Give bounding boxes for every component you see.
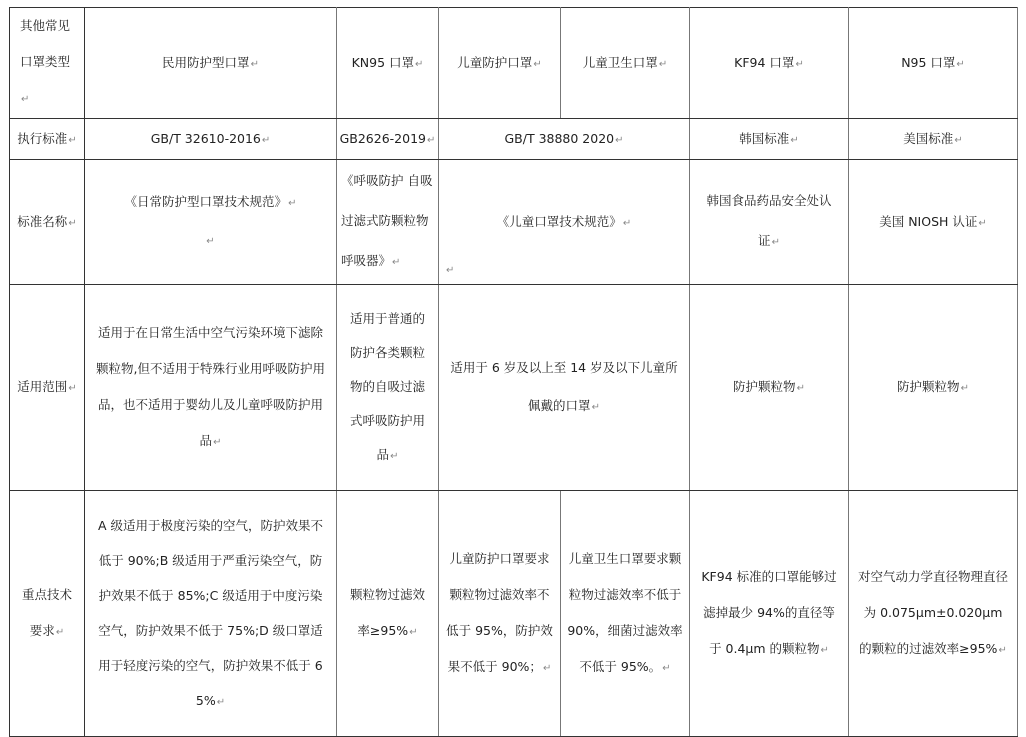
row-standard-name-label [10,160,85,285]
paragraph-mark-icon: ↵ [658,58,668,70]
cell-text: 《呼吸防护 自吸过滤式防颗粒物呼吸器》 [341,173,433,268]
row-scope [10,285,1018,491]
key-req-kf94 [690,491,849,737]
standard-n95 [849,119,1018,160]
paragraph-mark-icon: ↵ [55,626,65,638]
paragraph-mark-icon: ↵ [261,134,271,146]
header-civil [85,8,337,119]
paragraph-mark-icon: ↵ [591,401,600,413]
cell-text: GB/T 38880 2020 [504,130,615,146]
paragraph-mark-icon: ↵ [390,450,399,462]
paragraph-mark-icon: ↵ [960,383,969,394]
standard-name-children [439,160,690,285]
key-req-child-hygiene [561,491,690,737]
header-child-protective [439,8,561,119]
paragraph-mark-icon: ↵ [68,134,77,146]
cell-text: 防护颗粒物 [897,379,960,394]
paragraph-mark-icon: ↵ [795,58,804,70]
cell-text: 适用于普通的防护各类颗粒物的自吸过滤式呼吸防护用品 [349,310,425,462]
paragraph-mark-icon: ↵ [954,134,963,146]
cell-text: A 级适用于极度污染的空气，防护效果不低于 90%;B 级适用于严重污染空气，防护效果不低于 85%;C 级适用于中度污染空气，防护效果不低于 75%;D 级口罩适用于轻度污染的空气，防护效果不低于 65% [97,517,324,708]
paragraph-mark-icon: ↵ [446,265,455,276]
paragraph-mark-icon: ↵ [288,198,297,209]
paragraph-mark-icon: ↵ [542,662,552,674]
header-n95 [849,8,1018,119]
standard-civil [85,119,337,160]
mask-standards-table [9,7,1018,737]
cell-text: 适用于在日常生活中空气污染环境下滤除颗粒物,但不适用于特殊行业用呼吸防护用品，也不适用于婴幼儿及儿童呼吸防护用品 [96,324,325,448]
row-key-requirements [10,491,1018,737]
paragraph-mark-icon: ↵ [415,58,424,70]
cell-text: 适用于 6 岁及以上至 14 岁及以下儿童所佩戴的口罩 [450,359,678,413]
header-kn95-text: KN95 口罩 [351,54,415,70]
header-stub-cell [10,8,85,119]
paragraph-mark-icon: ↵ [409,626,418,638]
cell-text: KF94 标准的口罩能够过滤掉最少 94%的直径等于 0.4μm 的颗粒物 [701,568,837,656]
paragraph-mark-icon: ↵ [622,217,632,229]
paragraph-mark-icon: ↵ [68,383,77,394]
row-scope-label [10,285,85,491]
cell-text: 儿童防护口罩要求颗粒物过滤效率不低于 95%，防护效果不低于 90%； [446,550,553,674]
paragraph-mark-icon: ↵ [213,436,222,448]
paragraph-mark-icon: ↵ [427,134,436,146]
header-row [10,8,1018,119]
header-kf94-text: KF94 口罩 [734,54,795,70]
row-key-requirements-label [10,491,85,737]
header-child-hygiene [561,8,690,119]
paragraph-mark-icon: ↵ [771,237,780,248]
cell-text: GB/T 32610-2016 [150,130,261,146]
paragraph-mark-icon: ↵ [206,236,215,247]
cell-text: 韩国标准 [739,130,790,146]
label-text: 适用范围 [17,379,68,394]
scope-kf94 [690,285,849,491]
cell-text: 《儿童口罩技术规范》 [496,213,622,229]
standard-kn95 [337,119,439,160]
paragraph-mark-icon: ↵ [392,257,401,268]
standard-name-civil [85,160,337,285]
key-req-n95 [849,491,1018,737]
paragraph-mark-icon: ↵ [796,383,805,394]
paragraph-mark-icon: ↵ [820,644,829,656]
standard-name-kn95 [337,160,439,285]
cell-text: 防护颗粒物 [733,379,796,394]
paragraph-mark-icon: ↵ [21,94,30,105]
paragraph-mark-icon: ↵ [956,58,965,70]
scope-children [439,285,690,491]
cell-text: 美国标准 [903,130,954,146]
cell-text: 《日常防护型口罩技术规范》 [124,194,288,209]
key-req-child-protective [439,491,561,737]
scope-kn95 [337,285,439,491]
row-standard-name [10,160,1018,285]
paragraph-mark-icon: ↵ [533,58,542,70]
paragraph-mark-icon: ↵ [790,134,799,146]
cell-text: 美国 NIOSH 认证 [879,213,978,229]
cell-text: 颗粒物过滤效率≥95% [349,586,425,638]
header-child-protective-text: 儿童防护口罩 [457,54,533,70]
standard-name-n95 [849,160,1018,285]
label-text: 执行标准 [17,130,68,146]
header-kn95 [337,8,439,119]
label-text: 标准名称 [17,213,68,229]
key-req-civil [85,491,337,737]
paragraph-mark-icon: ↵ [216,696,226,708]
scope-civil [85,285,337,491]
paragraph-mark-icon: ↵ [978,217,987,229]
cell-text: 儿童卫生口罩要求颗粒物过滤效率不低于 90%，细菌过滤效率不低于 95%。 [567,550,683,674]
paragraph-mark-icon: ↵ [998,644,1007,656]
header-child-hygiene-text: 儿童卫生口罩 [582,54,658,70]
paragraph-mark-icon: ↵ [250,58,259,70]
paragraph-mark-icon: ↵ [615,134,624,146]
row-standard-label [10,119,85,160]
header-stub-text: 其他常见口罩类型 [20,18,71,69]
header-kf94 [690,8,849,119]
label-text: 重点技术要求 [21,586,72,638]
paragraph-mark-icon: ↵ [68,217,77,229]
cell-text: 韩国食品药品安全处认证 [706,193,832,248]
standard-kf94 [690,119,849,160]
paragraph-mark-icon: ↵ [662,662,671,674]
cell-text: 对空气动力学直径物理直径为 0.075μm±0.020μm 的颗粒的过滤效率≥95% [857,568,1008,656]
cell-text: GB2626-2019 [339,130,426,146]
header-civil-text: 民用防护型口罩 [162,54,250,70]
standard-name-kf94 [690,160,849,285]
standard-children [439,119,690,160]
scope-n95 [849,285,1018,491]
row-standard [10,119,1018,160]
header-n95-text: N95 口罩 [901,54,956,70]
key-req-kn95 [337,491,439,737]
